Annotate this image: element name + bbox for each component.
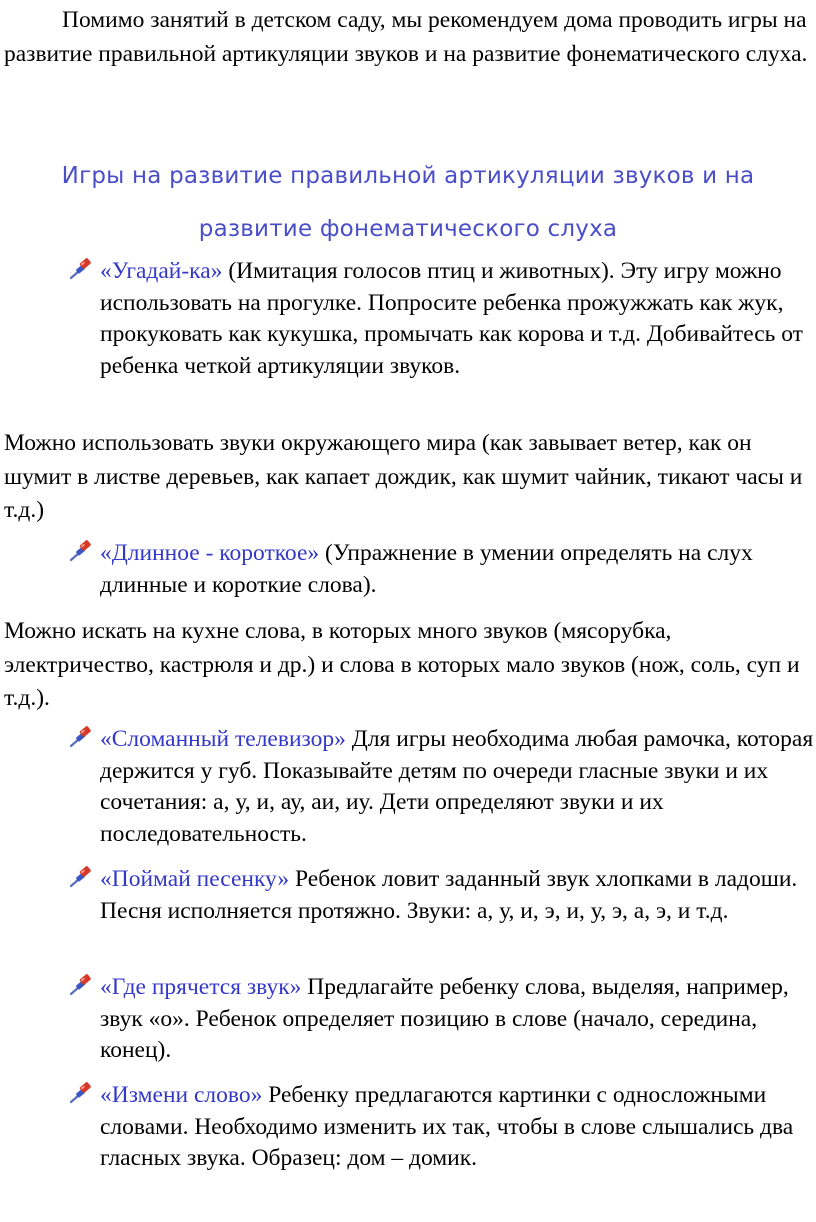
game-name: «Сломанный телевизор»	[100, 726, 346, 752]
intro-paragraph: Помимо занятий в детском саду, мы рекомендуем дома проводить игры на развитие правильной артикуляции звуков и на развитие фонематического слуха.	[4, 7, 808, 67]
section-heading	[0, 150, 816, 256]
note-paragraph-sounds: Можно использовать звуки окружающего мира (как завывает ветер, как он шумит в листве деревьев, как капает дождик, как шумит чайник, тикают часы и т.д.)	[4, 430, 803, 523]
game-description: (Имитация голосов птиц и животных). Эту игру можно использовать на прогулке. Попросите ребенка прожужжать как жук, прокуковать как кукушка, промычать как корова и т.д. Добивайтесь от ребенка четкой артикуляции звуков.	[100, 258, 803, 379]
game-name: «Длинное - короткое»	[100, 540, 320, 566]
heading-line-1: Игры на развитие правильной артикуляции звуков и на	[61, 163, 755, 189]
note-paragraph-kitchen: Можно искать на кухне слова, в которых много звуков (мясорубка, электричество, кастрюля и др.) и слова в которых мало звуков (нож, соль, суп и т.д.).	[4, 618, 800, 711]
game-name: «Поймай песенку»	[100, 866, 290, 892]
heading-line-2: развитие фонематического слуха	[198, 216, 618, 242]
game-name: «Где прячется звук»	[100, 974, 302, 1000]
game-description: Ребенок ловит заданный звук хлопками в ладоши. Песня исполняется протяжно. Звуки: а, у, и, э, и, у, э, а, э, и т.д.	[100, 866, 798, 924]
game-description: Для игры необходима любая рамочка, которая держится у губ. Показывайте детям по очереди гласные звуки и их сочетания: а, у, и, ау, аи, иу. Дети определяют звуки и их последовательность.	[100, 726, 814, 847]
pushpin-icon	[68, 866, 92, 888]
game-description: (Упражнение в умении определять на слух длинные и короткие слова).	[100, 540, 753, 598]
game-item-long-short	[100, 538, 816, 601]
game-name: «Угадай-ка»	[100, 258, 223, 284]
game-item-broken-tv	[100, 724, 816, 850]
game-item-where-sound	[100, 972, 816, 1067]
pushpin-icon	[68, 540, 92, 562]
pushpin-icon	[68, 974, 92, 996]
game-item-catch-song	[100, 864, 816, 927]
game-item-change-word	[100, 1080, 816, 1175]
game-description: Ребенку предлагаются картинки с односложными словами. Необходимо изменить их так, чтобы в слове слышались два гласных звука. Образец: дом – домик.	[100, 1082, 794, 1171]
game-description: Предлагайте ребенку слова, выделяя, например, звук «о». Ребенок определяет позицию в слове (начало, середина, конец).	[100, 974, 789, 1063]
pushpin-icon	[68, 1082, 92, 1104]
pushpin-icon	[68, 258, 92, 280]
pushpin-icon	[68, 726, 92, 748]
game-item-ugadayka	[100, 256, 816, 382]
game-name: «Измени слово»	[100, 1082, 263, 1108]
